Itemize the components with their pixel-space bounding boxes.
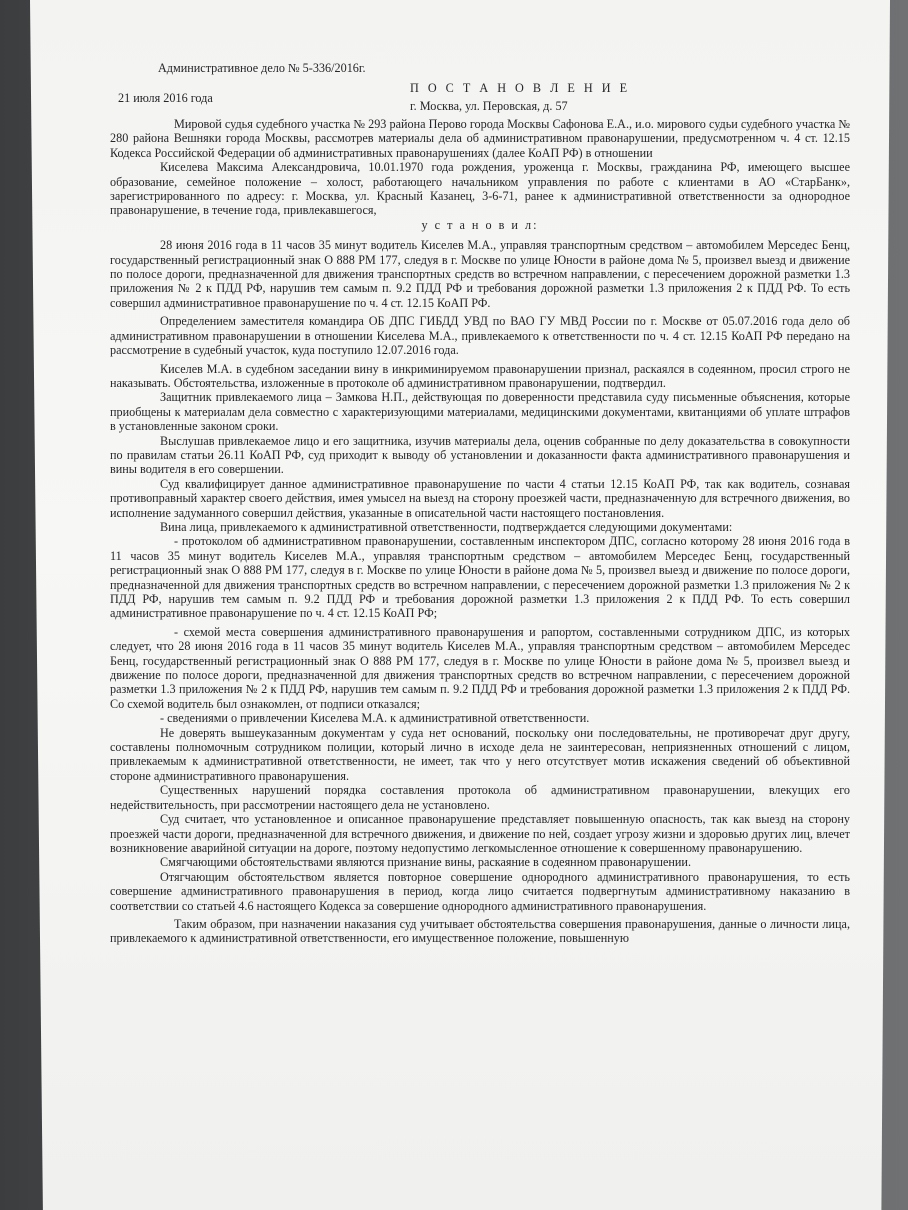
paragraph: Выслушав привлекаемое лицо и его защитника, изучив материалы дела, оценив собранные по делу доказательства в совокупности по правилам статьи 26.11 КоАП РФ, суд приходит к выводу об установлении и доказанности факта административного правонарушения и вины водителя в его совершении. bbox=[110, 433, 850, 477]
document-header bbox=[110, 55, 850, 111]
paragraph: Суд квалифицирует данное административное правонарушение по части 4 статьи 12.15 КоАП РФ, так как водитель, сознавая противоправный характер своего действия, имея умысел на выезд на сторону проезжей части, предназначенную для встречного движения, во исполнение задуманного совершил действия, указанные в описательной части настоящего постановления. bbox=[110, 476, 850, 520]
paragraph: Смягчающими обстоятельствами являются признание вины, раскаяние в содеянном правонарушении. bbox=[160, 855, 691, 870]
case-number: Административное дело № 5-336/2016г. bbox=[158, 61, 366, 75]
paragraph: Суд считает, что установленное и описанное правонарушение представляет повышенную опасность, так как выезд на сторону проезжей части дороги, предназначенной для встречного движения, и движение по ней, создает угрозу жизни и здоровью других лиц, влечет возникновение аварийной ситуации на дороге, поэтому недопустимо легкомысленное отношение к совершенному правонарушению. bbox=[110, 812, 850, 855]
document-date: 21 июля 2016 года bbox=[118, 91, 213, 105]
document-title: П О С Т А Н О В Л Е Н И Е bbox=[409, 81, 631, 95]
paragraph-defendant: Киселева Максима Александровича, 10.01.1970 года рождения, уроженца г. Москвы, гражданина РФ, имеющего высшее образование, семейное положение – холост, работающего начальником управления по работе с клиентами в АО «СтарБанк», зарегистрированного по адресу: г. Москва, ул. Красный Казанец, 3-6-71, ранее к административной ответственности за однородное правонарушение, в течение года, привлекавшегося, bbox=[110, 160, 850, 218]
paragraph: Не доверять вышеуказанным документам у суда нет оснований, поскольку они последовательны, не противоречат друг другу, составлены полномочным сотрудником полиции, который лично в исходе дела не заинтересован, неприязненных отношений с лицом, привлекаемым к административной ответственности, не имеет, так что у него отсутствует мотив искажения сведений об объективной стороне административного правонарушения. bbox=[110, 725, 850, 783]
list-item: - сведениями о привлечении Киселева М.А. к административной ответственности. bbox=[160, 711, 590, 726]
paragraph: 28 июня 2016 года в 11 часов 35 минут водитель Киселев М.А., управляя транспортным средством – автомобилем Мерседес Бенц, государственный регистрационный знак О 888 РМ 177, следуя в г. Москве по улице Юности в районе дома № 5, произвел выезд и движение по полосе дороги, предназначенной для движения транспортных средств во встречном направлении, с пересечением дорожной разметки 1.3 приложения № 2 к ПДД РФ, нарушив тем самым п. 9.2 ПДД РФ и требования дорожной разметки 1.3 приложения 2 к ПДД РФ. То есть совершил административное правонарушение по ч. 4 ст. 12.15 КоАП РФ. bbox=[110, 238, 850, 310]
paragraph: Защитник привлекаемого лица – Замкова Н.П., действующая по доверенности представила суду письменные объяснения, которые приобщены к материалам дела совместно с характеризующими материалами, медицинскими документами, квитанциями об уплате штрафов в установленные законом сроки. bbox=[110, 390, 850, 434]
established-heading: у с т а н о в и л: bbox=[421, 217, 539, 232]
paragraph: Вина лица, привлекаемого к административной ответственности, подтверждается следующими документами: bbox=[160, 519, 733, 534]
paragraph-judge: Мировой судья судебного участка № 293 района Перово города Москвы Сафонова Е.А., и.о. мирового судьи судебного участка № 280 района Вешняки города Москвы, рассмотрев материалы дела об административном правонарушении, предусмотренном ч. 4 ст. 12.15 Кодекса Российской Федерации об административных правонарушениях (далее КоАП РФ) в отношении bbox=[110, 117, 850, 160]
list-item: - протоколом об административном правонарушении, составленным инспектором ДПС, согласно которому 28 июня 2016 года в 11 часов 35 минут водитель Киселев М.А., управляя транспортным средством – автомобилем Мерседес Бенц, государственный регистрационный знак О 888 РМ 177, следуя в г. Москве по улице Юности в районе дома № 5, произвел выезд и движение по полосе дороги, предназначенной для движения транспортных средств во встречном направлении, с пересечением дорожной разметки 1.3 приложения № 2 к ПДД РФ, нарушив тем самым п. 9.2 ПДД РФ и требования дорожной разметки 1.3 приложения 2 к ПДД РФ. То есть совершил административное правонарушение по ч. 4 ст. 12.15 КоАП РФ; bbox=[110, 534, 850, 621]
paragraph: Определением заместителя командира ОБ ДПС ГИБДД УВД по ВАО ГУ МВД России по г. Москве от 05.07.2016 года дело об административном правонарушении в отношении Киселева М.А., привлекаемого к ответственности по ч. 4 ст. 12.15 КоАП РФ передано на рассмотрение в судебный участок, куда поступило 12.07.2016 года. bbox=[110, 314, 850, 358]
document-text bbox=[110, 55, 850, 946]
paragraph: Таким образом, при назначении наказания суд учитывает обстоятельства совершения правонарушения, данные о личности лица, привлекаемого к административной ответственности, его имущественное положение, повышенную bbox=[110, 916, 850, 946]
paragraph: Отягчающим обстоятельством является повторное совершение однородного административного правонарушения, то есть совершение административного правонарушения в период, когда лицо считается подвергнутым административному наказанию в соответствии со статьей 4.6 настоящего Кодекса за совершение однородного административного правонарушения. bbox=[110, 869, 850, 913]
paragraph: Существенных нарушений порядка составления протокола об административном правонарушении, влекущих его недействительность, при рассмотрении настоящего дела не установлено. bbox=[110, 783, 850, 812]
document-place: г. Москва, ул. Перовская, д. 57 bbox=[410, 99, 568, 113]
paragraph: Киселев М.А. в судебном заседании вину в инкриминируемом правонарушении признал, раскаялся в содеянном, просил строго не наказывать. Обстоятельства, изложенные в протоколе об административном правонарушении, подтвердил. bbox=[110, 361, 850, 390]
list-item: - схемой места совершения административного правонарушения и рапортом, составленными сотрудником ДПС, из которых следует, что 28 июня 2016 года в 11 часов 35 минут водитель Киселев М.А., управляя транспортным средством – автомобилем Мерседес Бенц, государственный регистрационный знак О 888 РМ 177, следуя в г. Москве по улице Юности в районе дома № 5, произвел выезд и движение по полосе дороги, предназначенной для движения транспортных средств во встречном направлении, с пересечением дорожной разметки 1.3 приложения № 2 к ПДД РФ, нарушив тем самым п. 9.2 ПДД РФ и требования дорожной разметки 1.3 приложения 2 к ПДД РФ. Со схемой водитель был ознакомлен, от подписи отказался; bbox=[110, 624, 850, 711]
